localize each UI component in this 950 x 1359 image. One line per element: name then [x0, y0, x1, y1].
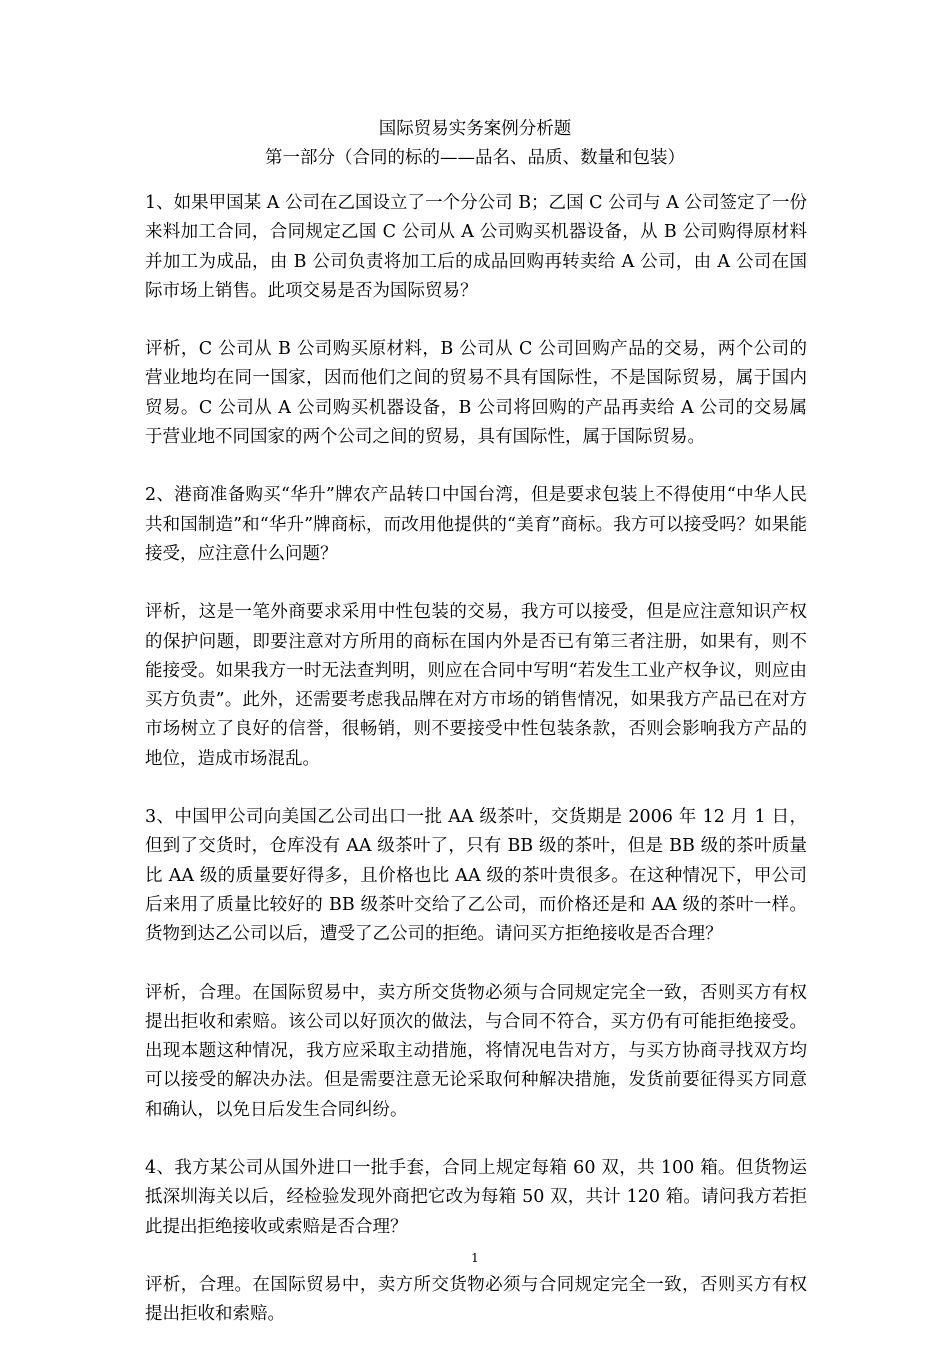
document-header [145, 115, 805, 173]
question-4: 4、我方某公司从国外进口一批手套，合同上规定每箱 60 双，共 100 箱。但货物运抵深圳海关以后，经检验发现外商把它改为每箱 50 双，共计 120 箱。请问我方若拒此提出拒绝接收或索赔是否合理？ [145, 1158, 807, 1237]
document-subtitle: 第一部分（合同的标的——品名、品质、数量和包装） [265, 148, 685, 168]
analysis-3: 评析，合理。在国际贸易中，卖方所交货物必须与合同规定完全一致，否则买方有权提出拒收和索赔。该公司以好顶次的做法，与合同不符合，买方仍有可能拒绝接受。出现本题这种情况，我方应采取主动措施，将情况电告对方，与买方协商寻找双方均可以接受的解决办法。但是需要注意无论采取何种解决措施，发货前要征得买方同意和确认，以免日后发生合同纠纷。 [145, 982, 807, 1120]
document-body [145, 189, 807, 1359]
document-title: 国际贸易实务案例分析题 [378, 119, 572, 139]
question-1: 1、如果甲国某 A 公司在乙国设立了一个分公司 B；乙国 C 公司与 A 公司签定了一份来料加工合同，合同规定乙国 C 公司从 A 公司购买机器设备，从 B 公司购得原材料并加工为成品，由 B 公司负责将加工后的成品回购再转卖给 A 公司，由 A 公司在国际市场上销售。此项交易是否为国际贸易？ [145, 193, 807, 301]
question-2: 2、港商准备购买“华升”牌农产品转口中国台湾，但是要求包装上不得使用“中华人民共和国制造”和“华升”牌商标，而改用他提供的“美育”商标。我方可以接受吗？如果能接受，应注意什么问题？ [145, 485, 807, 564]
analysis-4: 评析，合理。在国际贸易中，卖方所交货物必须与合同规定完全一致，否则买方有权提出拒收和索赔。 [145, 1274, 807, 1325]
analysis-2: 评析，这是一笔外商要求采用中性包装的交易，我方可以接受，但是应注意知识产权的保护问题，即要注意对方所用的商标在国内外是否已有第三者注册，如果有，则不能接受。如果我方一时无法查判明，则应在合同中写明“若发生工业产权争议，则应由买方负责”。此外，还需要考虑我品牌在对方市场的销售情况，如果我方产品已在对方市场树立了良好的信誉，很畅销，则不要接受中性包装条款，否则会影响我方产品的地位，造成市场混乱。 [145, 602, 807, 769]
question-3: 3、中国甲公司向美国乙公司出口一批 AA 级茶叶，交货期是 2006 年 12 月 1 日，但到了交货时，仓库没有 AA 级茶叶了，只有 BB 级的茶叶，但是 BB 级的茶叶质量比 AA 级的质量要好得多，且价格也比 AA 级的茶叶贵很多。在这种情况下，甲公司后来用了质量比较好的 BB 级茶叶交给了乙公司，而价格还是和 AA 级的茶叶一样。货物到达乙公司以后，遭受了乙公司的拒绝。请问买方拒绝接收是否合理？ [145, 807, 807, 945]
page-number: 1 [471, 1251, 479, 1265]
analysis-1: 评析，C 公司从 B 公司购买原材料，B 公司从 C 公司回购产品的交易，两个公司的营业地均在同一国家，因而他们之间的贸易不具有国际性，不是国际贸易，属于国内贸易。C 公司从 A 公司购买机器设备，B 公司将回购的产品再卖给 A 公司的交易属于营业地不同国家的两个公司之间的贸易，具有国际性，属于国际贸易。 [145, 339, 807, 448]
